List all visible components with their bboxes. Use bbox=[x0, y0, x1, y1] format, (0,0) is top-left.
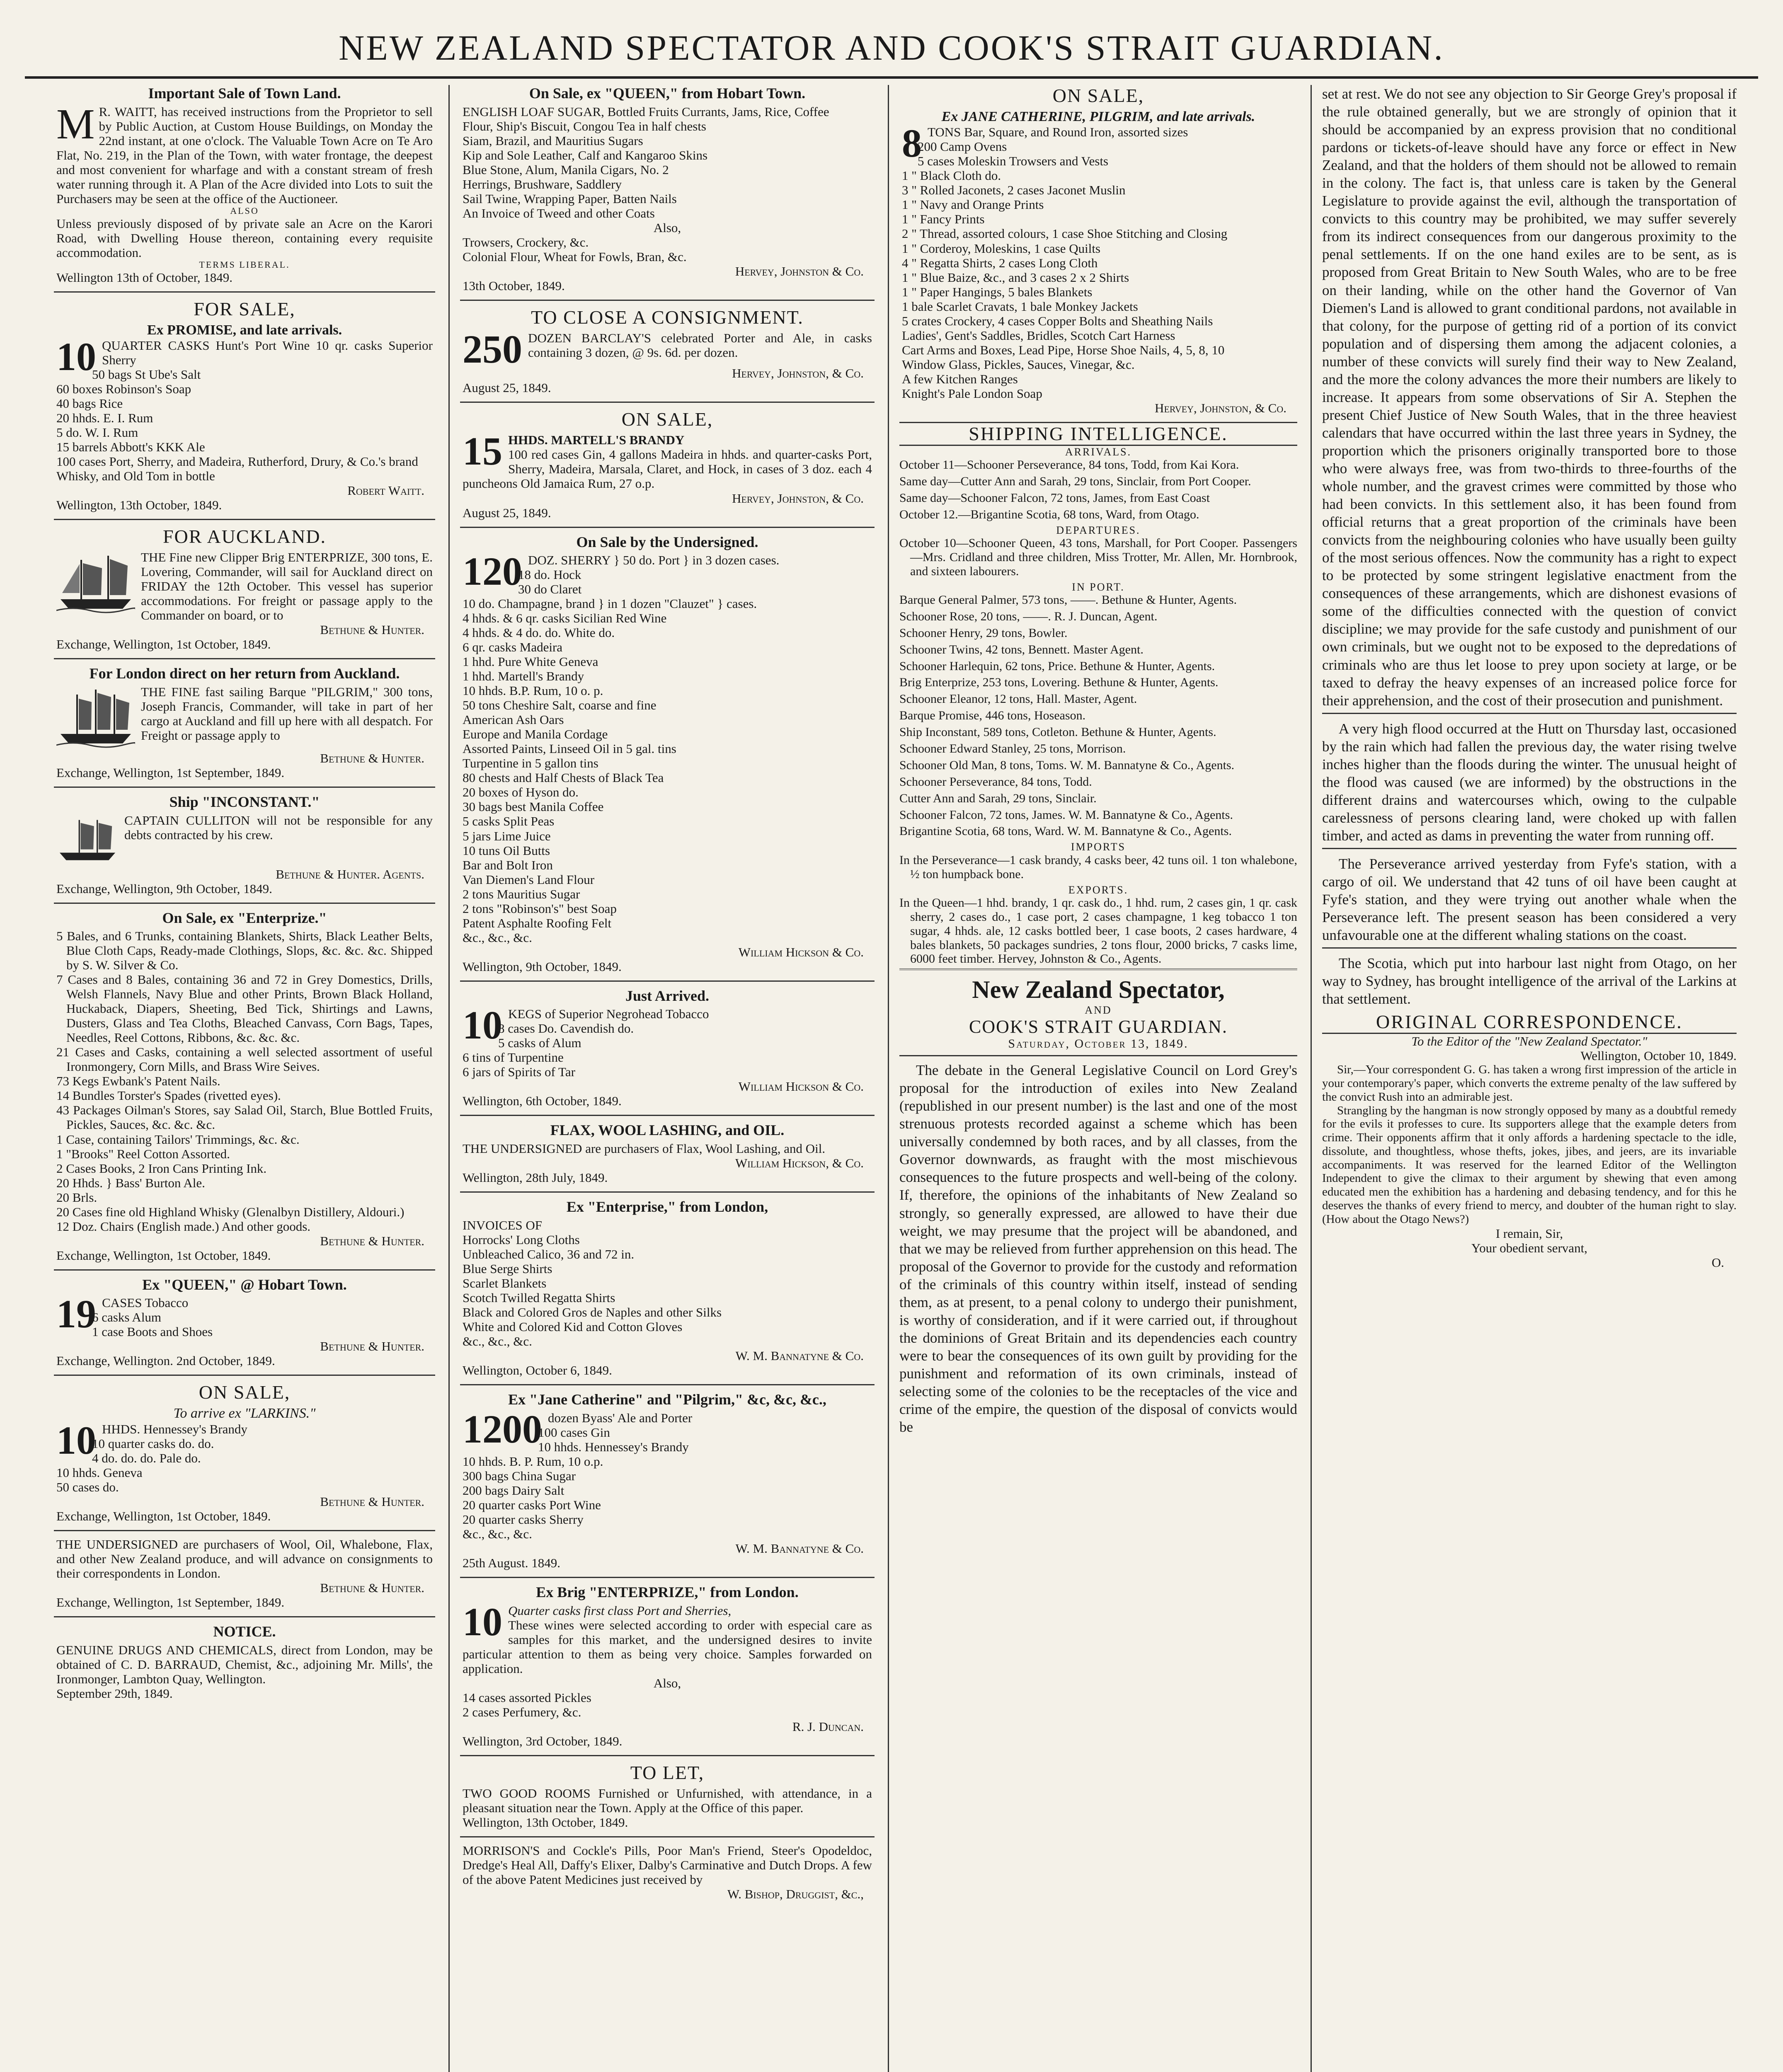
corr-closing: Your obedient servant, bbox=[1471, 1240, 1588, 1255]
ad-number: 250 bbox=[463, 327, 522, 371]
list-item: Flour, Ship's Biscuit, Congou Tea in half chests bbox=[463, 119, 707, 133]
list-item: 1 " Navy and Orange Prints bbox=[902, 197, 1044, 212]
shipping-entry: Schooner Edward Stanley, 25 tons, Morrison. bbox=[899, 742, 1126, 756]
list-item: 6 casks Alum bbox=[92, 1310, 162, 1325]
list-item: 1 hhd. Pure White Geneva bbox=[463, 654, 598, 669]
ad-lead: TONS Bar, Square, and Round Iron, assorted sizes bbox=[928, 125, 1188, 140]
list-item: Bar and Bolt Iron bbox=[463, 857, 553, 872]
ad-inconstant bbox=[54, 788, 435, 904]
list-item: A few Kitchen Ranges bbox=[902, 371, 1018, 386]
list-item: 6 jars of Spirits of Tar bbox=[463, 1065, 575, 1080]
column-rule bbox=[448, 85, 450, 2072]
shipping-entry: Same day—Schooner Falcon, 72 tons, James, from East Coast bbox=[899, 491, 1210, 505]
list-item: 6 tins of Turpentine bbox=[463, 1050, 564, 1065]
ad-number: 15 bbox=[463, 429, 502, 474]
list-item: Turpentine in 5 gallon tins bbox=[463, 756, 598, 771]
list-item: 10 tuns Oil Butts bbox=[463, 843, 550, 858]
ad-signature: Hervey, Johnston & Co. bbox=[735, 264, 864, 278]
ad-jane-pilgrim bbox=[460, 1385, 875, 1578]
list-item: American Ash Oars bbox=[463, 712, 564, 727]
ad-number: 19 bbox=[56, 1292, 96, 1336]
list-item: 3 " Rolled Jaconets, 2 cases Jaconet Muslin bbox=[902, 183, 1126, 198]
list-item: Ladies', Gent's Saddles, Bridles, Scotch Cart Harness bbox=[902, 328, 1175, 343]
ad-body: 100 red cases Gin, 4 gallons Madeira in hhds. and quarter-casks Port, Sherry, Madeira, Marsala, Claret, and Hock, in cases of 3 doz. each 4 puncheons Old Jamaica Rum, 27 o.p. bbox=[463, 447, 872, 491]
ad-title: FOR AUCKLAND. bbox=[162, 526, 327, 547]
list-item: 40 bags Rice bbox=[56, 396, 123, 411]
shipping-entry: Schooner Perseverance, 84 tons, Todd. bbox=[899, 775, 1092, 789]
article-paragraph: The debate in the General Legislative Council on Lord Grey's proposal for the introduction of exiles into New Zealand (republished in our present number) is the last and one of the most strenuous protests recorded against a scheme which has been universally condemned by both races, and by all classes, from the Governor downwards, as fraught with the most mischievous consequences to the future prospects and well-being of the colony. If, therefore, the opinions of the inhabitants of New Zealand so strongly, so generally expressed, are allowed to have their due weight, we may presume that the project will be abandoned, and that we may be relieved from further apprehension on this head. The proposal of the Governor to provide for the custody and reformation of the criminals of this country within itself, instead of sending them, as at present, to a penal colony to undergo their punishment, is worthy of consideration, and if it were carried out, if throughout the dominions of Great Britain and its dependencies each country were to bear the consequences of its own guilt by providing for the punishment and reformation of its own criminals, instead of selecting some of the colonies to be the receptacles of the vice and crime of the empire, the question of the disposal of convicts would be bbox=[899, 1062, 1297, 1435]
list-item: 20 Cases fine old Highland Whisky (Glenalbyn Distillery, Aldouri.) bbox=[56, 1204, 405, 1219]
ad-queen-hobart bbox=[54, 1271, 435, 1376]
shipping-entry: Brigantine Scotia, 68 tons, Ward. W. M. Bannatyne & Co., Agents. bbox=[899, 824, 1232, 838]
list-item: 30 bags best Manila Coffee bbox=[463, 799, 604, 814]
ad-lead: HHDS. Hennessey's Brandy bbox=[102, 1421, 247, 1436]
section-heading: ORIGINAL CORRESPONDENCE. bbox=[1322, 1011, 1737, 1034]
ad-lead: QUARTER CASKS Hunt's Port Wine 10 qr. casks Superior Sherry bbox=[102, 338, 433, 367]
column-rule bbox=[888, 85, 889, 2072]
list-item: Knight's Pale London Soap bbox=[902, 386, 1042, 401]
ad-body: GENUINE DRUGS AND CHEMICALS, direct from London, may be obtained of C. D. BARRAUD, Chemist, &c., adjoining Mr. Mills', the Ironmonger, Lambton Quay, Wellington. bbox=[56, 1642, 433, 1686]
ad-just-arrived bbox=[460, 982, 875, 1116]
ad-date: Exchange, Wellington, 1st September, 1849. bbox=[56, 1595, 285, 1610]
list-item: Horrocks' Long Cloths bbox=[463, 1232, 580, 1247]
list-item: 4 do. do. do. Pale do. bbox=[92, 1450, 201, 1465]
ad-number: 10 bbox=[56, 334, 96, 379]
ad-signature: William Hickson & Co. bbox=[738, 944, 864, 959]
ad-signature: Bethune & Hunter. bbox=[320, 750, 424, 765]
ad-body-also: Unless previously disposed of by private sale an Acre on the Karori Road, with Dwelling House thereon, containing every requisite accommodation. bbox=[56, 216, 433, 260]
list-item: 5 do. W. I. Rum bbox=[56, 425, 138, 440]
ad-martell bbox=[460, 403, 875, 528]
list-item: 1 " Blue Baize, &c., and 3 cases 2 x 2 Shirts bbox=[902, 270, 1129, 285]
original-correspondence bbox=[1322, 1011, 1737, 1269]
list-item: Kip and Sole Leather, Calf and Kangaroo Skins bbox=[463, 148, 708, 162]
ad-signature: Hervey, Johnston, & Co. bbox=[732, 366, 864, 381]
ad-lead: Quarter casks first class Port and Sherries, bbox=[508, 1603, 732, 1618]
ad-date: Exchange, Wellington, 1st October, 1849. bbox=[56, 1508, 271, 1523]
ad-title: FLAX, WOOL LASHING, and OIL. bbox=[550, 1122, 785, 1139]
ad-to-let bbox=[460, 1756, 875, 1837]
list-item: Cart Arms and Boxes, Lead Pipe, Horse Shoe Nails, 4, 5, 8, 10 bbox=[902, 342, 1225, 357]
list-item: 21 Cases and Casks, containing a well selected assortment of useful Ironmongery, Corn Mills, and Brass Wire Seives. bbox=[56, 1045, 433, 1074]
list-item: 20 Hhds. } Bass' Burton Ale. bbox=[56, 1175, 205, 1190]
article-paragraph-scotia: The Scotia, which put into harbour last night from Otago, on her way to Sydney, has brought intelligence of the arrival of the Larkins at that settlement. bbox=[1322, 947, 1737, 1008]
list-item: 5 jars Lime Juice bbox=[463, 828, 551, 843]
dropcap: M bbox=[56, 100, 95, 148]
ad-signature: Bethune & Hunter. Agents. bbox=[276, 867, 424, 881]
ad-date: Exchange, Wellington. 2nd October, 1849. bbox=[56, 1353, 275, 1368]
column-4 bbox=[1322, 85, 1737, 2072]
list-item: 200 Camp Ovens bbox=[918, 139, 1007, 154]
ad-number: 8 bbox=[902, 121, 922, 166]
list-item: An Invoice of Tweed and other Coats bbox=[463, 206, 655, 220]
ad-date: Wellington, 13th October, 1849. bbox=[463, 1815, 628, 1830]
ad-title: Ex "Enterprise," from London, bbox=[566, 1198, 768, 1215]
ad-lead: KEGS of Superior Negrohead Tobacco bbox=[508, 1007, 709, 1021]
ad-signature: Bethune & Hunter. bbox=[320, 1339, 424, 1354]
shipping-entry: October 10—Schooner Queen, 43 tons, Marshall, for Port Cooper. Passengers—Mrs. Cridland and three children, Miss Trotter, Mr. Allen, Mr. Hornbrook, and sixteen labourers. bbox=[899, 536, 1297, 578]
ad-number: 1200 bbox=[463, 1406, 542, 1451]
list-item: 5 cases Moleskin Trowsers and Vests bbox=[918, 154, 1109, 169]
leading-article bbox=[899, 1061, 1297, 1436]
list-item: Scotch Twilled Regatta Shirts bbox=[463, 1290, 615, 1305]
ad-signature: Robert Waitt. bbox=[347, 483, 424, 498]
ad-date: Wellington, 6th October, 1849. bbox=[463, 1094, 622, 1109]
ad-date: 25th August. 1849. bbox=[463, 1555, 560, 1570]
list-item: 30 do Claret bbox=[518, 582, 582, 597]
ad-body: THE UNDERSIGNED are purchasers of Wool, Oil, Whalebone, Flax, and other New Zealand produce, and will advance on consignments to their correspondents in London. bbox=[56, 1537, 433, 1581]
ad-signature: W. Bishop, Druggist, &c., bbox=[727, 1886, 864, 1901]
list-item: Blue Serge Shirts bbox=[463, 1261, 552, 1276]
article-paragraph: set at rest. We do not see any objection to Sir George Grey's proposal if the rule obtained generally, but we are strongly of opinion that it should be accompanied by an express provision that no conditional pardons or tickets-of-leave should have any force or effect in New Zealand, and that the holders of them should not be allowed to remain in the colony. The fact is, that unless care is taken by the General Legislature to provide against the evil, although the transportation of convicts to this country may be prohibited, we may suffer severely from its indirect consequences from our dangerous proximity to the penal settlements. If on the one hand exiles are to be sent, as is proposed from Great Britain to New South Wales, who are to be free on their landing, while on the other hand the Governor of Van Diemen's Land is allowed to grant conditional pardons, not available in that colony, for the purpose of getting rid of a portion of its convict population and of dispersing them among the adjacent colonies, a number of these convicts will surely find their way to New Zealand, and the more the colony advances the more their numbers are likely to increase. It appears from some observations of Sir A. Stephen the present Chief Justice of New South Wales, that in the three heaviest calendars that have occurred within the last three years in Sydney, the proportion which the prisoners originally transported bore to those who were always free, was from two-thirds to three-fourths of the whole number, and the gravest crimes were committed by those who had been convicts. In this settlement also, it has been found from official returns that a great proportion of the criminals have been convicts from the neighbouring colonies who have usually been guilty of the most serious offences. Now the community has a right to expect to be protected by some stringent legislative enactment from the consequences of these arrangements, which are dishonest evasions of some of the difficulties connected with the question of convict discipline; we may provide for the safe custody and punishment of our own criminals, but we ought not to be exposed to the depredations of criminals who are thus let loose to prey upon society at large, or be taxed to defray the heavy expenses of an increased police force for their apprehension, and the cost of their prosecution and punishment. bbox=[1322, 86, 1737, 709]
ad-title: For London direct on her return from Auckland. bbox=[89, 665, 400, 682]
sailing-ship-icon bbox=[56, 686, 135, 748]
ad-undersigned bbox=[460, 528, 875, 982]
section-heading: SHIPPING INTELLIGENCE. bbox=[899, 423, 1297, 446]
ad-title: On Sale, ex "QUEEN," from Hobart Town. bbox=[529, 85, 806, 102]
ad-signature: William Hickson, & Co. bbox=[735, 1156, 864, 1171]
subheading-exports: EXPORTS. bbox=[1068, 884, 1129, 896]
article-paragraph-flood: A very high flood occurred at the Hutt on Thursday last, occasioned by the rain which had fallen the previous day, the water rising twelve inches higher than the floods during the winter. The unusual height of the flood was caused (we are informed) by the obstructions in the different drains and watercourses which, owing to the culpable carelessness of persons clearing land, were choked up with fallen timber, and acted as dams in preventing the water from running off. bbox=[1322, 713, 1737, 845]
ad-jane-sale bbox=[899, 85, 1297, 423]
list-item: 1 hhd. Martell's Brandy bbox=[463, 669, 584, 684]
shipping-entry: Brig Enterprize, 253 tons, Lovering. Bethune & Hunter, Agents. bbox=[899, 675, 1219, 690]
list-item: &c., &c., &c. bbox=[463, 1526, 532, 1541]
ad-title: Ex Brig "ENTERPRIZE," from London. bbox=[536, 1583, 799, 1600]
ad-signature: Bethune & Hunter. bbox=[320, 1494, 424, 1509]
list-item: 20 Brls. bbox=[56, 1190, 97, 1205]
ad-queen-sale bbox=[460, 85, 875, 301]
column-1 bbox=[54, 85, 435, 2072]
ad-signature: W. M. Bannatyne & Co. bbox=[735, 1541, 864, 1556]
list-item: 8 cases Do. Cavendish do. bbox=[498, 1021, 634, 1036]
shipping-entry: Schooner Rose, 20 tons, ——. R. J. Duncan, Agent. bbox=[899, 609, 1158, 623]
ad-title: TO LET, bbox=[630, 1762, 705, 1783]
ad-signature: William Hickson & Co. bbox=[738, 1079, 864, 1094]
list-item: Patent Asphalte Roofing Felt bbox=[463, 915, 612, 930]
ad-date: Exchange, Wellington, 1st October, 1849. bbox=[56, 637, 271, 652]
ad-date: Exchange, Wellington, 1st September, 1849. bbox=[56, 765, 285, 780]
ad-signature: Hervey, Johnston, & Co. bbox=[732, 491, 864, 506]
ad-title: ON SALE, bbox=[199, 1382, 291, 1403]
list-item: 1 "Brooks" Reel Cotton Assorted. bbox=[56, 1146, 230, 1161]
ad-title: TO CLOSE A CONSIGNMENT. bbox=[531, 306, 804, 328]
list-item: Blue Stone, Alum, Manila Cigars, No. 2 bbox=[463, 162, 669, 177]
sailing-ship-icon bbox=[56, 815, 119, 864]
ad-signature: Bethune & Hunter. bbox=[320, 622, 424, 637]
shipping-entry: Barque Promise, 446 tons, Hoseason. bbox=[899, 709, 1086, 723]
subheading-imports: IMPORTS bbox=[1071, 841, 1126, 853]
shipping-entry: Schooner Old Man, 8 tons, Toms. W. M. Bannatyne & Co., Agents. bbox=[899, 758, 1235, 772]
list-item: 1 case Boots and Shoes bbox=[92, 1324, 213, 1339]
corr-paragraph: Strangling by the hangman is now strongly opposed by many as a doubtful remedy for the evils it professes to cure. Its supporters allege that the example deters from crime. Their opponents affirm that it only affords a hardening spectacle to the idle, dissolute, and thoughtless, whose thefts, jokes, jibes, and jeers, are its invariable accompaniments. It was reserved for the learned Editor of the Wellington Independent to give the climax to their argument by shewing that even among educated men the exhibition has a hardening and debasing tendency, and for this he deserves the thanks of every friend to mercy, and doubter of the human right to slay. (How about the Otago News?) bbox=[1322, 1104, 1737, 1226]
column-3 bbox=[899, 85, 1297, 2072]
ad-signature: Bethune & Hunter. bbox=[320, 1233, 424, 1248]
ad-lead: HHDS. MARTELL'S BRANDY bbox=[508, 433, 685, 448]
ad-title: Ex "Jane Catherine" and "Pilgrim," &c, &c, &c., bbox=[508, 1391, 826, 1408]
ad-for-london bbox=[54, 659, 435, 788]
ad-title: Important Sale of Town Land. bbox=[148, 85, 341, 102]
list-item: 10 quarter casks do. do. bbox=[92, 1436, 214, 1451]
shipping-entry: Schooner Twins, 42 tons, Bennett. Master Agent. bbox=[899, 642, 1143, 656]
ad-title: On Sale, ex "Enterprize." bbox=[162, 909, 327, 926]
ad-date: August 25, 1849. bbox=[463, 505, 551, 520]
corr-addressee: To the Editor of the "New Zealand Spectator." bbox=[1411, 1034, 1647, 1049]
list-item: 2 " Thread, assorted colours, 1 case Shoe Stitching and Closing bbox=[902, 226, 1228, 241]
shipping-entry: Same day—Cutter Ann and Sarah, 29 tons, Sinclair, from Port Cooper. bbox=[899, 474, 1251, 488]
ad-lead: DOZ. SHERRY } 50 do. Port } in 3 dozen cases. bbox=[528, 553, 780, 568]
ad-date: Exchange, Wellington, 9th October, 1849. bbox=[56, 881, 272, 896]
list-item: 20 quarter casks Sherry bbox=[463, 1512, 584, 1527]
also-label: Also, bbox=[653, 220, 681, 235]
shipping-entry: Schooner Henry, 29 tons, Bowler. bbox=[899, 626, 1068, 640]
ad-number: 120 bbox=[463, 549, 522, 594]
list-item: 20 quarter casks Port Wine bbox=[463, 1497, 601, 1512]
list-item: 100 cases Gin bbox=[538, 1425, 610, 1440]
ad-morrison bbox=[460, 1837, 875, 1908]
ad-signature: Bethune & Hunter. bbox=[320, 1580, 424, 1595]
list-item: 4 hhds. & 6 qr. casks Sicilian Red Wine bbox=[463, 611, 667, 626]
ad-title: Just Arrived. bbox=[625, 987, 709, 1004]
ad-body: MORRISON'S and Cockle's Pills, Poor Man's Friend, Steer's Opodeldoc, Dredge's Heal All, Daffy's Elixer, Dalby's Carminative and Dutch Drops. A few of the above Patent Medicines just received by bbox=[463, 1843, 872, 1887]
ad-body: THE Fine new Clipper Brig ENTERPRIZE, 300 tons, E. Lovering, Commander, will sail for Auckland direct on FRIDAY the 12th October. This vessel has superior accommodations. For freight or passage apply to the Commander on board, or to bbox=[141, 550, 433, 623]
ad-title: FOR SALE, bbox=[194, 298, 296, 320]
ad-date: Wellington, 3rd October, 1849. bbox=[463, 1733, 623, 1748]
list-item: &c., &c., &c. bbox=[463, 1334, 532, 1348]
list-item: &c., &c., &c. bbox=[463, 930, 532, 945]
list-item: 5 Bales, and 6 Trunks, containing Blankets, Shirts, Black Leather Belts, Blue Cloth Caps, Ready-made Clothings, Slops, &c. &c. &c. Shipped by S. W. Silver & Co. bbox=[56, 929, 433, 973]
ad-title: NOTICE. bbox=[213, 1623, 276, 1640]
list-item: 50 bags St Ube's Salt bbox=[92, 367, 201, 382]
ad-subtitle: Ex JANE CATHERINE, PILGRIM, and late arrivals. bbox=[941, 109, 1255, 124]
ad-town-land bbox=[54, 85, 435, 293]
list-item: 50 tons Cheshire Salt, coarse and fine bbox=[463, 698, 657, 713]
ad-date: August 25, 1849. bbox=[463, 380, 551, 395]
subheading-arrivals: ARRIVALS. bbox=[1065, 445, 1132, 458]
list-item: 1 " Fancy Prints bbox=[902, 212, 985, 227]
list-item: 15 barrels Abbott's KKK Ale bbox=[56, 440, 205, 455]
corr-closing: I remain, Sir, bbox=[1495, 1226, 1563, 1241]
list-item: White and Colored Kid and Cotton Gloves bbox=[463, 1319, 683, 1334]
ad-signature: Hervey, Johnston, & Co. bbox=[1155, 400, 1286, 415]
subheading-departures: DEPARTURES. bbox=[1056, 524, 1141, 536]
ad-date: September 29th, 1849. bbox=[56, 1686, 173, 1701]
ad-date: Wellington, 13th October, 1849. bbox=[56, 498, 222, 513]
ad-on-sale-enterprize bbox=[54, 904, 435, 1271]
ad-body: THE FINE fast sailing Barque "PILGRIM," 300 tons, Joseph Francis, Commander, will take in part of her cargo at Auckland and fill up here with all despatch. For Freight or passage apply to bbox=[141, 684, 433, 743]
list-item: 20 boxes of Hyson do. bbox=[463, 785, 579, 800]
list-item: 80 chests and Half Chests of Black Tea bbox=[463, 770, 664, 785]
ad-title: ON SALE, bbox=[621, 409, 713, 430]
ad-date: Wellington 13th of October, 1849. bbox=[56, 270, 233, 285]
list-item: 10 hhds. B. P. Rum, 10 o.p. bbox=[463, 1454, 603, 1469]
list-item: Herrings, Brushware, Saddlery bbox=[463, 177, 622, 191]
list-item: 10 hhds. Hennessey's Brandy bbox=[538, 1439, 689, 1454]
list-item: 2 tons "Robinson's" best Soap bbox=[463, 901, 617, 916]
ad-number: 10 bbox=[56, 1418, 96, 1462]
list-item: 14 cases assorted Pickles bbox=[463, 1690, 591, 1705]
sailing-ship-icon bbox=[56, 552, 135, 614]
list-item: Assorted Paints, Linseed Oil in 5 gal. tins bbox=[463, 741, 676, 756]
ad-body: TWO GOOD ROOMS Furnished or Unfurnished, with attendance, in a pleasant situation near the Town. Apply at the Office of this paper. bbox=[463, 1786, 872, 1815]
list-item: 1 " Corderoy, Moleskins, 1 case Quilts bbox=[902, 241, 1101, 256]
column-2 bbox=[460, 85, 875, 2072]
ad-enterprize-london bbox=[460, 1193, 875, 1385]
list-item: Europe and Manila Cordage bbox=[463, 727, 608, 742]
list-item: 300 bags China Sugar bbox=[463, 1468, 576, 1483]
ad-for-sale-promise bbox=[54, 293, 435, 520]
list-item: 6 qr. casks Madeira bbox=[463, 640, 563, 655]
list-item: Unbleached Calico, 36 and 72 in. bbox=[463, 1247, 635, 1261]
ad-date: Wellington, October 6, 1849. bbox=[463, 1363, 612, 1377]
list-item: 43 Packages Oilman's Stores, say Salad Oil, Starch, Blue Bottled Fruits, Pickles, Sauces, &c. &c. &c. bbox=[56, 1103, 433, 1132]
list-item: Whisky, and Old Tom in bottle bbox=[56, 469, 215, 484]
list-item: 18 do. Hock bbox=[518, 567, 581, 582]
ad-body: CAPTAIN CULLITON will not be responsible for any debts contracted by his crew. bbox=[124, 813, 433, 842]
list-item: 1 " Paper Hangings, 5 bales Blankets bbox=[902, 284, 1093, 299]
list-item: 1 bale Scarlet Cravats, 1 bale Monkey Jackets bbox=[902, 299, 1138, 314]
list-item: 5 casks Split Peas bbox=[463, 814, 555, 829]
terms: TERMS LIBERAL. bbox=[199, 259, 290, 270]
ad-title: ON SALE, bbox=[1052, 85, 1144, 106]
list-item: 2 tons Mauritius Sugar bbox=[463, 886, 580, 901]
ad-number: 10 bbox=[463, 1599, 502, 1644]
ad-date: Wellington, 28th July, 1849. bbox=[463, 1170, 608, 1185]
list-item: 10 hhds. Geneva bbox=[56, 1465, 143, 1480]
ad-for-auckland bbox=[54, 520, 435, 659]
paper-title: New Zealand Spectator, bbox=[899, 968, 1297, 1004]
masthead: NEW ZEALAND SPECTATOR AND COOK'S STRAIT GUARDIAN. bbox=[25, 17, 1758, 79]
ad-date: Exchange, Wellington, 1st October, 1849. bbox=[56, 1248, 271, 1263]
ad-notice bbox=[54, 1617, 435, 1707]
list-item: 10 do. Champagne, brand } in 1 dozen "Clauzet" } cases. bbox=[463, 596, 757, 611]
ad-purchasers bbox=[54, 1531, 435, 1617]
list-item: Siam, Brazil, and Mauritius Sugars bbox=[463, 133, 643, 148]
ad-number: 10 bbox=[463, 1003, 502, 1048]
ad-title: Ex "QUEEN," @ Hobart Town. bbox=[142, 1276, 347, 1293]
ad-lead: CASES Tobacco bbox=[102, 1295, 189, 1310]
list-item: 200 bags Dairy Salt bbox=[463, 1483, 564, 1498]
shipping-entry: Barque General Palmer, 573 tons, ——. Bethune & Hunter, Agents. bbox=[899, 593, 1237, 607]
list-item: 14 Bundles Torster's Spades (rivetted eyes). bbox=[56, 1088, 281, 1103]
list-item: 7 Cases and 8 Bales, containing 36 and 72 in Grey Domestics, Drills, Welsh Flannels, Navy Blue and other Prints, Brown Black Holland, Huckaback, Diapers, Sheeting, Bed Tick, Shirtings and Lawns, Dusters, Glass and Tea Cloths, Bleached Canvass, Corn Bags, Tapes, Needles, Reel Cottons, Ribbons, &c. &c. &c. bbox=[56, 972, 433, 1045]
corr-signature: O. bbox=[1711, 1255, 1724, 1270]
ad-consignment bbox=[460, 301, 875, 403]
paper-date: Saturday, October 13, 1849. bbox=[899, 1037, 1297, 1056]
paper-subtitle: COOK'S STRAIT GUARDIAN. bbox=[969, 1016, 1228, 1037]
shipping-entry: Ship Inconstant, 589 tons, Cotleton. Bethune & Hunter, Agents. bbox=[899, 725, 1216, 739]
list-item: Van Diemen's Land Flour bbox=[463, 872, 595, 887]
ad-date: Wellington, 9th October, 1849. bbox=[463, 959, 622, 974]
ad-body: ENGLISH LOAF SUGAR, Bottled Fruits Currants, Jams, Rice, Coffee bbox=[463, 104, 829, 119]
list-item: 1 " Black Cloth do. bbox=[902, 168, 1001, 183]
column-rule bbox=[1311, 85, 1312, 2072]
list-item: 20 hhds. E. I. Rum bbox=[56, 411, 153, 426]
ad-brig-enterprize bbox=[460, 1578, 875, 1756]
subheading-in-port: IN PORT. bbox=[1072, 581, 1125, 593]
list-item: 5 casks of Alum bbox=[498, 1036, 581, 1051]
ad-lead: dozen Byass' Ale and Porter bbox=[548, 1410, 693, 1425]
list-item: 100 cases Port, Sherry, and Madeira, Rutherford, Drury, & Co.'s brand bbox=[56, 454, 418, 469]
ad-signature: R. J. Duncan. bbox=[792, 1719, 864, 1734]
list-item: 2 cases Perfumery, &c. bbox=[463, 1704, 581, 1719]
ad-signature: W. M. Bannatyne & Co. bbox=[735, 1348, 864, 1363]
list-item: 2 Cases Books, 2 Iron Cans Printing Ink. bbox=[56, 1161, 267, 1176]
shipping-entry: October 12.—Brigantine Scotia, 68 tons, Ward, from Otago. bbox=[899, 507, 1199, 521]
shipping-entry: Schooner Eleanor, 12 tons, Hall. Master, Agent. bbox=[899, 692, 1137, 706]
ad-title: On Sale by the Undersigned. bbox=[576, 533, 758, 550]
ad-larkins bbox=[54, 1376, 435, 1531]
list-item: 73 Kegs Ewbank's Patent Nails. bbox=[56, 1074, 220, 1089]
leading-article-continued bbox=[1322, 85, 1737, 1008]
ad-title: Ship "INCONSTANT." bbox=[169, 793, 320, 810]
list-item: 5 crates Crockery, 4 cases Copper Bolts and Sheathing Nails bbox=[902, 313, 1213, 328]
ad-lead: INVOICES OF bbox=[463, 1218, 543, 1232]
corr-date: Wellington, October 10, 1849. bbox=[1580, 1048, 1737, 1063]
exports-text: In the Queen—1 hhd. brandy, 1 qr. cask do., 1 hhd. rum, 2 cases gin, 1 qr. cask sherry, 2 cases do., 1 case port, 2 cases champagne, 1 keg tobacco 1 ton sugar, 4 hhds. ale, 12 casks bottled beer, 1 case boots, 2 cases hardware, 4 bales blankets, 50 packages sundries, 2 tons flour, 2000 bricks, 7 casks lime, 6000 feet timber. Hervey, Johnston & Co., Agents. bbox=[899, 896, 1297, 966]
list-item: Black and Colored Gros de Naples and other Silks bbox=[463, 1305, 722, 1319]
ad-subtitle: To arrive ex "LARKINS." bbox=[173, 1406, 316, 1421]
list-item: 50 cases do. bbox=[56, 1479, 119, 1494]
list-item: 10 hhds. B.P. Rum, 10 o. p. bbox=[463, 683, 603, 698]
also-label: Also, bbox=[653, 1675, 681, 1690]
corr-paragraph: Sir,—Your correspondent G. G. has taken a wrong first impression of the article in your contemporary's paper, which converts the extreme penalty of the law suffered by the convict Rush into an admirable jest. bbox=[1322, 1063, 1737, 1104]
list-item: 12 Doz. Chairs (English made.) And other goods. bbox=[56, 1219, 311, 1234]
paper-title-and: AND bbox=[1085, 1004, 1112, 1017]
list-item: Colonial Flour, Wheat for Fowls, Bran, &c. bbox=[463, 249, 687, 264]
list-item: 1 Case, containing Tailors' Trimmings, &c. &c. bbox=[56, 1132, 300, 1147]
ad-body: DOZEN BARCLAY'S celebrated Porter and Ale, in casks containing 3 dozen, @ 9s. 6d. per dozen. bbox=[528, 330, 872, 360]
ad-body: R. WAITT, has received instructions from the Proprietor to sell by Public Auction, at Custom House Buildings, on Monday the 22nd instant, at one o'clock. The Valuable Town Acre on Te Aro Flat, No. 219, in the Plan of the Town, with water frontage, the deepest and most convenient for wharfage and with a constant stream of fresh water running through it. A Plan of the Acre divided into Lots to suit the Purchasers may be seen at the office of the Auctioneer. bbox=[56, 104, 433, 206]
also-label: ALSO bbox=[230, 205, 259, 216]
article-paragraph-perseverance: The Perseverance arrived yesterday from Fyfe's station, with a cargo of oil. We understand that 42 tuns of oil have been caught at Fyfe's station, and they were trying out another whale when the Perseverance left. The present season has been considered a very unfavourable one at the different whaling stations on the coast. bbox=[1322, 848, 1737, 944]
list-item: 4 " Regatta Shirts, 2 cases Long Cloth bbox=[902, 255, 1098, 270]
shipping-entry: Schooner Falcon, 72 tons, James. W. M. Bannatyne & Co., Agents. bbox=[899, 808, 1233, 822]
shipping-entry: Schooner Harlequin, 62 tons, Price. Bethune & Hunter, Agents. bbox=[899, 659, 1215, 673]
shipping-intelligence bbox=[899, 423, 1297, 966]
imports-text: In the Perseverance—1 cask brandy, 4 casks beer, 42 tuns oil. 1 ton whalebone, ½ ton humpback bone. bbox=[899, 853, 1297, 881]
list-item: Sail Twine, Wrapping Paper, Batten Nails bbox=[463, 191, 677, 206]
ad-flax bbox=[460, 1116, 875, 1193]
list-item: 60 boxes Robinson's Soap bbox=[56, 381, 191, 396]
ad-body: These wines were selected according to order with especial care as samples for this market, and the undersigned desires to invite particular attention to them as being very choice. Samples forwarded on application. bbox=[463, 1617, 872, 1676]
list-item: Trowsers, Crockery, &c. bbox=[463, 235, 589, 249]
list-item: Scarlet Blankets bbox=[463, 1276, 547, 1290]
list-item: Window Glass, Pickles, Sauces, Vinegar, &c. bbox=[902, 357, 1135, 372]
list-item: 4 hhds. & 4 do. do. White do. bbox=[463, 625, 615, 640]
ad-date: 13th October, 1849. bbox=[463, 278, 565, 293]
shipping-entry: Cutter Ann and Sarah, 29 tons, Sinclair. bbox=[899, 791, 1097, 805]
shipping-entry: October 11—Schooner Perseverance, 84 tons, Todd, from Kai Kora. bbox=[899, 458, 1239, 472]
ad-body: THE UNDERSIGNED are purchasers of Flax, Wool Lashing, and Oil. bbox=[463, 1141, 826, 1156]
ad-subtitle: Ex PROMISE, and late arrivals. bbox=[147, 322, 342, 338]
